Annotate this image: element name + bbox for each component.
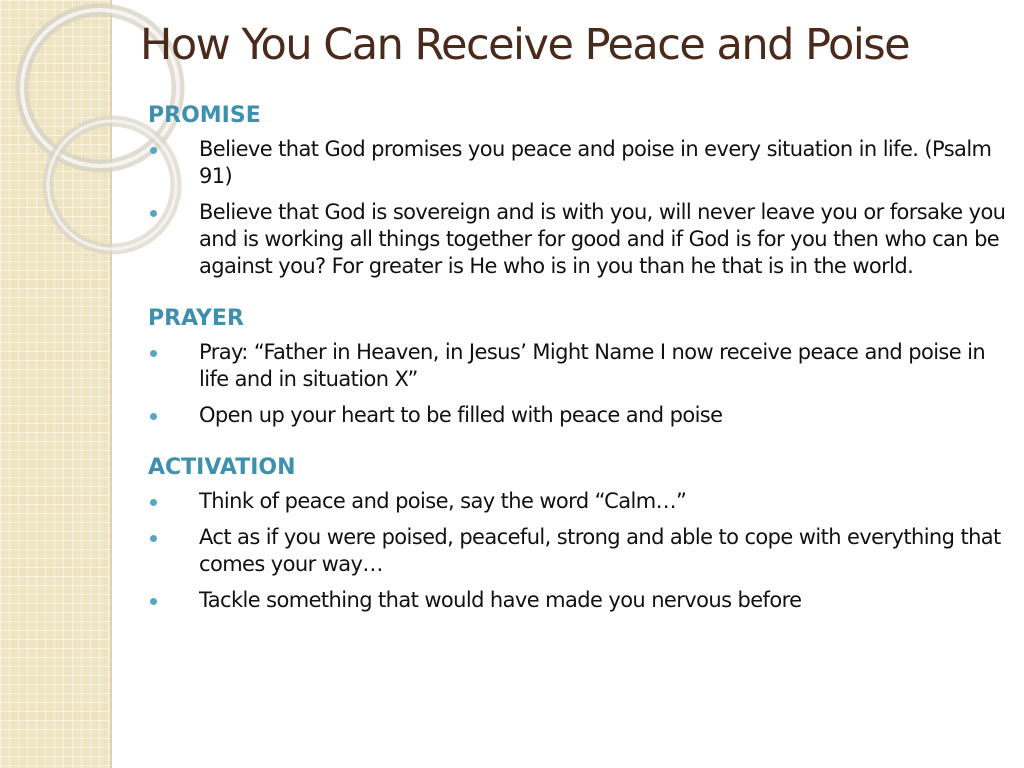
list-item xyxy=(148,524,1008,578)
list-item xyxy=(148,488,1008,515)
bullet-dot-icon xyxy=(150,350,157,357)
list-item xyxy=(148,587,1008,614)
section-heading-activation: ACTIVATION xyxy=(148,455,296,480)
list-item xyxy=(148,339,1008,393)
page-title: How You Can Receive Peace and Poise xyxy=(140,20,910,70)
bullet-dot-icon xyxy=(150,535,157,542)
section-heading-prayer: PRAYER xyxy=(148,306,244,331)
list-item xyxy=(148,199,1008,280)
promise-list xyxy=(148,136,1008,280)
content-body xyxy=(148,101,1008,623)
bullet-dot-icon xyxy=(150,413,157,420)
list-item-text: Believe that God is sovereign and is with you, will never leave you or forsake you and is working all things together for good and if God is for you then who can be against you? For greater is He who is in you than he that is in the world. xyxy=(199,200,1006,278)
bullet-dot-icon xyxy=(150,147,157,154)
bullet-dot-icon xyxy=(150,598,157,605)
list-item-text: Think of peace and poise, say the word “Calm…” xyxy=(199,489,687,513)
list-item-text: Tackle something that would have made you nervous before xyxy=(199,588,802,612)
list-item xyxy=(148,136,1008,190)
bullet-dot-icon xyxy=(150,210,157,217)
list-item-text: Pray: “Father in Heaven, in Jesus’ Might Name I now receive peace and poise in life and in situation X” xyxy=(199,340,986,391)
activation-list xyxy=(148,488,1008,614)
bullet-dot-icon xyxy=(150,499,157,506)
list-item-text: Open up your heart to be filled with peace and poise xyxy=(199,403,723,427)
list-item-text: Believe that God promises you peace and poise in every situation in life. (Psalm 91) xyxy=(199,137,992,188)
section-heading-promise: PROMISE xyxy=(148,103,261,128)
list-item xyxy=(148,402,1008,429)
list-item-text: Act as if you were poised, peaceful, strong and able to cope with everything that comes your way… xyxy=(199,525,1001,576)
prayer-list xyxy=(148,339,1008,429)
